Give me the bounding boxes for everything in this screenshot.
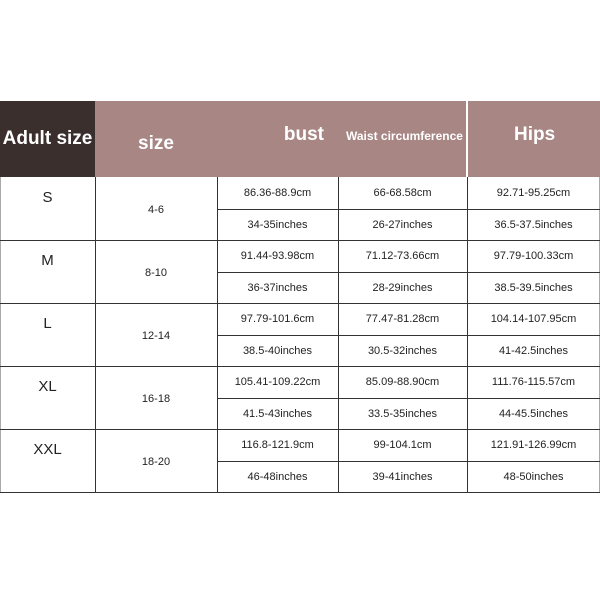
waist-cm-cell: 77.47-81.28cm bbox=[365, 313, 440, 325]
size-chart bbox=[0, 101, 600, 498]
hips-inches-cell: 38.5-39.5inches bbox=[494, 281, 573, 294]
hips-inches-cell: 36.5-37.5inches bbox=[494, 218, 573, 231]
bust-inches-cell: 46-48inches bbox=[247, 470, 308, 483]
waist-cm-cell: 85.09-88.90cm bbox=[365, 376, 440, 388]
hips-cm-cell: 111.76-115.57cm bbox=[491, 376, 576, 388]
waist-inches-cell: 30.5-32inches bbox=[367, 344, 438, 357]
hips-inches-cell: 41-42.5inches bbox=[498, 344, 569, 357]
waist-cm-cell: 99-104.1cm bbox=[373, 439, 432, 451]
grid-hline bbox=[0, 492, 600, 493]
hips-cm-cell: 97.79-100.33cm bbox=[493, 250, 574, 262]
bust-inches-cell: 41.5-43inches bbox=[242, 407, 313, 420]
waist-cm-cell: 71.12-73.66cm bbox=[365, 250, 440, 262]
header-adult-size: Adult size bbox=[0, 101, 95, 177]
bust-inches-cell: 38.5-40inches bbox=[242, 344, 313, 357]
waist-inches-cell: 28-29inches bbox=[372, 281, 433, 294]
bust-cm-cell: 105.41-109.22cm bbox=[234, 376, 321, 388]
bust-inches-cell: 34-35inches bbox=[247, 218, 308, 231]
hips-cm-cell: 92.71-95.25cm bbox=[496, 187, 571, 199]
bust-inches-cell: 36-37inches bbox=[247, 281, 308, 294]
waist-inches-cell: 33.5-35inches bbox=[367, 407, 438, 420]
size-range-cell: 8-10 bbox=[144, 267, 168, 279]
size-range-cell: 12-14 bbox=[141, 330, 171, 342]
size-range-cell: 4-6 bbox=[148, 204, 164, 216]
adult-size-cell: S bbox=[42, 188, 53, 206]
header-divider bbox=[466, 101, 468, 177]
adult-size-cell: XL bbox=[38, 377, 57, 395]
size-range-cell: 18-20 bbox=[141, 456, 171, 468]
adult-size-cell: XXL bbox=[33, 440, 62, 458]
hips-inches-cell: 44-45.5inches bbox=[498, 407, 569, 420]
bust-cm-cell: 86.36-88.9cm bbox=[243, 187, 312, 199]
bust-cm-cell: 97.79-101.6cm bbox=[240, 313, 315, 325]
bust-cm-cell: 116.8-121.9cm bbox=[241, 439, 314, 451]
hips-cm-cell: 104.14-107.95cm bbox=[490, 313, 577, 325]
adult-size-cell: L bbox=[43, 314, 52, 332]
hips-cm-cell: 121.91-126.99cm bbox=[490, 439, 577, 451]
header-bust: bust bbox=[217, 101, 338, 177]
waist-inches-cell: 39-41inches bbox=[372, 470, 433, 483]
waist-inches-cell: 26-27inches bbox=[372, 218, 433, 231]
adult-size-cell: M bbox=[41, 251, 54, 269]
hips-inches-cell: 48-50inches bbox=[503, 470, 564, 483]
header-size: size bbox=[95, 101, 217, 177]
header-waist-circumference: Waist circumference bbox=[338, 101, 467, 177]
size-range-cell: 16-18 bbox=[141, 393, 171, 405]
bust-cm-cell: 91.44-93.98cm bbox=[240, 250, 315, 262]
waist-cm-cell: 66-68.58cm bbox=[373, 187, 432, 199]
header-hips: Hips bbox=[467, 101, 600, 177]
